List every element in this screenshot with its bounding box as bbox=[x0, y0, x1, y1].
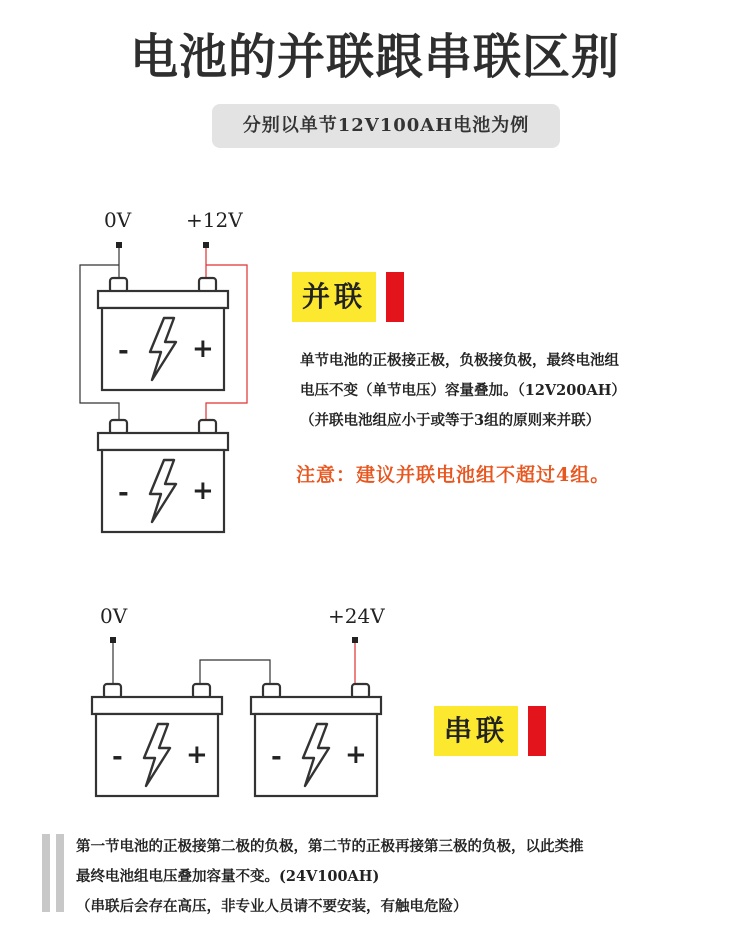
series-diagram bbox=[92, 637, 381, 796]
pos-terminal-dot bbox=[352, 637, 358, 643]
series-pos-label: +24V bbox=[328, 604, 385, 628]
series-neg-label: 0V bbox=[100, 604, 128, 628]
parallel-warning: 注意：建议并联电池组不超过4组。 bbox=[296, 464, 611, 486]
neg-terminal-dot bbox=[110, 637, 116, 643]
battery-minus-symbol: - bbox=[271, 742, 282, 772]
battery-plus-symbol: + bbox=[186, 740, 208, 770]
battery-minus-symbol: - bbox=[118, 478, 129, 508]
parallel-desc-line-2: 电压不变（单节电压）容量叠加。（12V200AH） bbox=[300, 382, 626, 399]
battery-plus-symbol: + bbox=[192, 476, 214, 506]
parallel-tag: 并联 bbox=[292, 272, 376, 322]
battery-minus-symbol: - bbox=[118, 336, 129, 366]
series-desc-line-3: （串联后会存在高压，非专业人员请不要安装，有触电危险） bbox=[76, 898, 468, 915]
battery-minus-symbol: - bbox=[112, 742, 123, 772]
subtitle-badge: 分别以单节12V100AH电池为例 bbox=[212, 104, 560, 148]
battery-plus-symbol: + bbox=[345, 740, 367, 770]
battery-plus-symbol: + bbox=[192, 334, 214, 364]
parallel-desc-line-1: 单节电池的正极接正极，负极接负极，最终电池组 bbox=[300, 352, 619, 369]
series-tag-bar bbox=[528, 706, 546, 756]
parallel-pos-label: +12V bbox=[186, 208, 243, 232]
series-desc-line-2: 最终电池组电压叠加容量不变。(24V100AH) bbox=[76, 868, 380, 885]
parallel-desc-line-3: （并联电池组应小于或等于3组的原则来并联） bbox=[300, 412, 601, 429]
neg-terminal-dot bbox=[116, 242, 122, 248]
page-title: 电池的并联跟串联区别 bbox=[129, 29, 620, 85]
side-stripe bbox=[56, 834, 64, 912]
pos-terminal-dot bbox=[203, 242, 209, 248]
parallel-tag-bar bbox=[386, 272, 404, 322]
parallel-neg-label: 0V bbox=[104, 208, 132, 232]
parallel-diagram bbox=[80, 242, 247, 532]
series-tag: 串联 bbox=[434, 706, 518, 756]
side-stripe bbox=[42, 834, 50, 912]
series-desc-line-1: 第一节电池的正极接第二极的负极，第二节的正极再接第三极的负极，以此类推 bbox=[76, 838, 584, 855]
